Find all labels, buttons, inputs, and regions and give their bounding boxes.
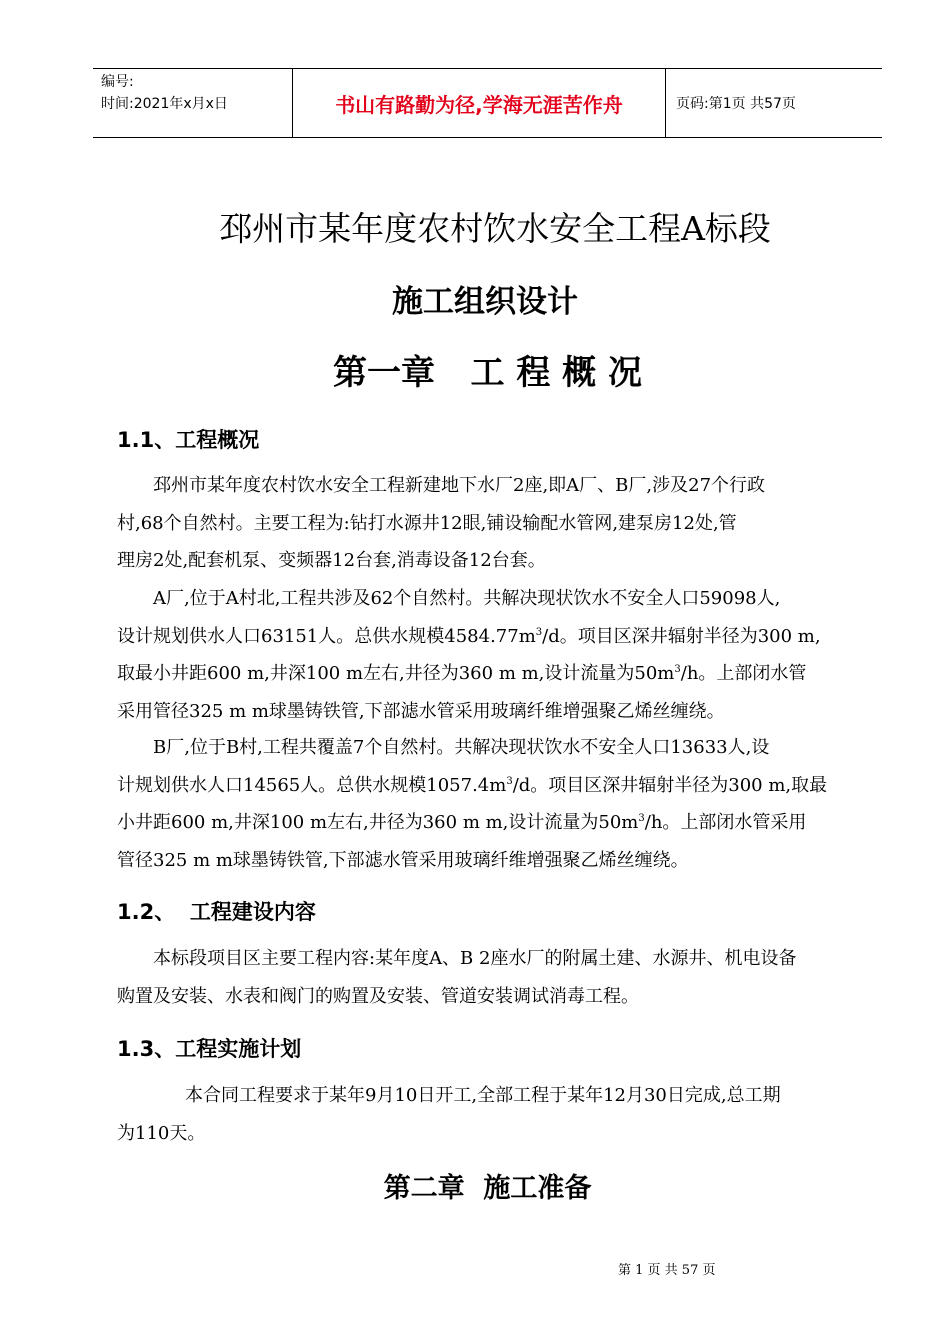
text-line: 购置及安装、水表和阀门的购置及安装、管道安装调试消毒工程。 xyxy=(117,985,639,1007)
page-footer: 第 1 页 共 57 页 xyxy=(618,1263,716,1278)
text-line: 本标段项目区主要工程内容:某年度A、B 2座水厂的附属土建、水源井、机电设备 xyxy=(153,948,797,969)
text-line xyxy=(117,655,862,693)
section-1-1-paragraph-3 xyxy=(117,729,862,879)
text-run: 取最小井距600 m,井深100 m左右,井径为360 m m,设计流量为50m xyxy=(117,663,675,684)
text-run: 设计规划供水人口63151人。总供水规模4584.77m xyxy=(117,625,536,647)
text-line: B厂,位于B村,工程共覆盖7个自然村。共解决现状饮水不安全人口13633人,设 xyxy=(153,737,770,758)
text-run: 计规划供水人口14565人。总供水规模1057.4m xyxy=(117,774,507,796)
text-line: 本合同工程要求于某年9月10日开工,全部工程于某年12月30日完成,总工期 xyxy=(185,1085,781,1106)
section-1-3-heading: 1.3、工程实施计划 xyxy=(117,1037,302,1061)
section-1-2-heading: 1.2、 工程建设内容 xyxy=(117,900,316,924)
text-line: 理房2处,配套机泵、变频器12台套,消毒设备12台套。 xyxy=(117,550,546,571)
text-line: 采用管径325 m m球墨铸铁管,下部滤水管采用玻璃纤维增强聚乙烯丝缠绕。 xyxy=(117,700,725,722)
superscript: 3 xyxy=(638,813,645,824)
section-1-1-paragraph-2 xyxy=(117,580,862,730)
section-1-1-heading: 1.1、工程概况 xyxy=(117,428,260,452)
chapter-1-title: 第一章 工 程 概 况 xyxy=(332,353,643,393)
text-line: A厂,位于A村北,工程共涉及62个自然村。共解决现状饮水不安全人口59098人, xyxy=(153,588,781,609)
superscript: 3 xyxy=(674,664,681,675)
text-line xyxy=(117,618,862,656)
chapter-2-title: 第二章 施工准备 xyxy=(383,1173,592,1204)
section-1-3-paragraph xyxy=(117,1077,862,1152)
header-page-info: 页码:第1页 共57页 xyxy=(676,96,796,112)
section-1-1-paragraph-1 xyxy=(117,467,862,580)
header-time-label: 时间:2021年x月x日 xyxy=(101,96,228,112)
document-subtitle: 施工组织设计 xyxy=(392,284,578,320)
text-run: /h。上部闭水管采用 xyxy=(644,812,807,833)
document-title: 邳州市某年度农村饮水安全工程A标段 xyxy=(219,209,771,248)
header-motto: 书山有路勤为径,学海无涯苦作舟 xyxy=(335,92,623,117)
header-meta xyxy=(93,69,293,137)
header-motto-cell xyxy=(293,69,666,137)
page-header xyxy=(93,68,882,138)
superscript: 3 xyxy=(535,626,543,638)
text-line: 村,68个自然村。主要工程为:钻打水源井12眼,铺设输配水管网,建泵房12处,管 xyxy=(117,512,737,534)
text-line xyxy=(117,804,862,842)
superscript: 3 xyxy=(506,775,513,787)
text-line: 为110天。 xyxy=(117,1122,206,1144)
text-run: 小井距600 m,井深100 m左右,井径为360 m m,设计流量为50m xyxy=(117,812,639,833)
text-line: 管径325 m m球墨铸铁管,下部滤水管采用玻璃纤维增强聚乙烯丝缠绕。 xyxy=(117,849,689,871)
text-run: /h。上部闭水管 xyxy=(680,663,807,684)
header-number-label: 编号: xyxy=(101,74,134,90)
text-run: /d。项目区深井辐射半径为300 m,取最 xyxy=(512,774,828,796)
text-run: /d。项目区深井辐射半径为300 m, xyxy=(542,625,821,647)
text-line xyxy=(117,767,862,805)
text-line: 邳州市某年度农村饮水安全工程新建地下水厂2座,即A厂、B厂,涉及27个行政 xyxy=(153,475,766,496)
section-1-2-paragraph xyxy=(117,940,862,1015)
